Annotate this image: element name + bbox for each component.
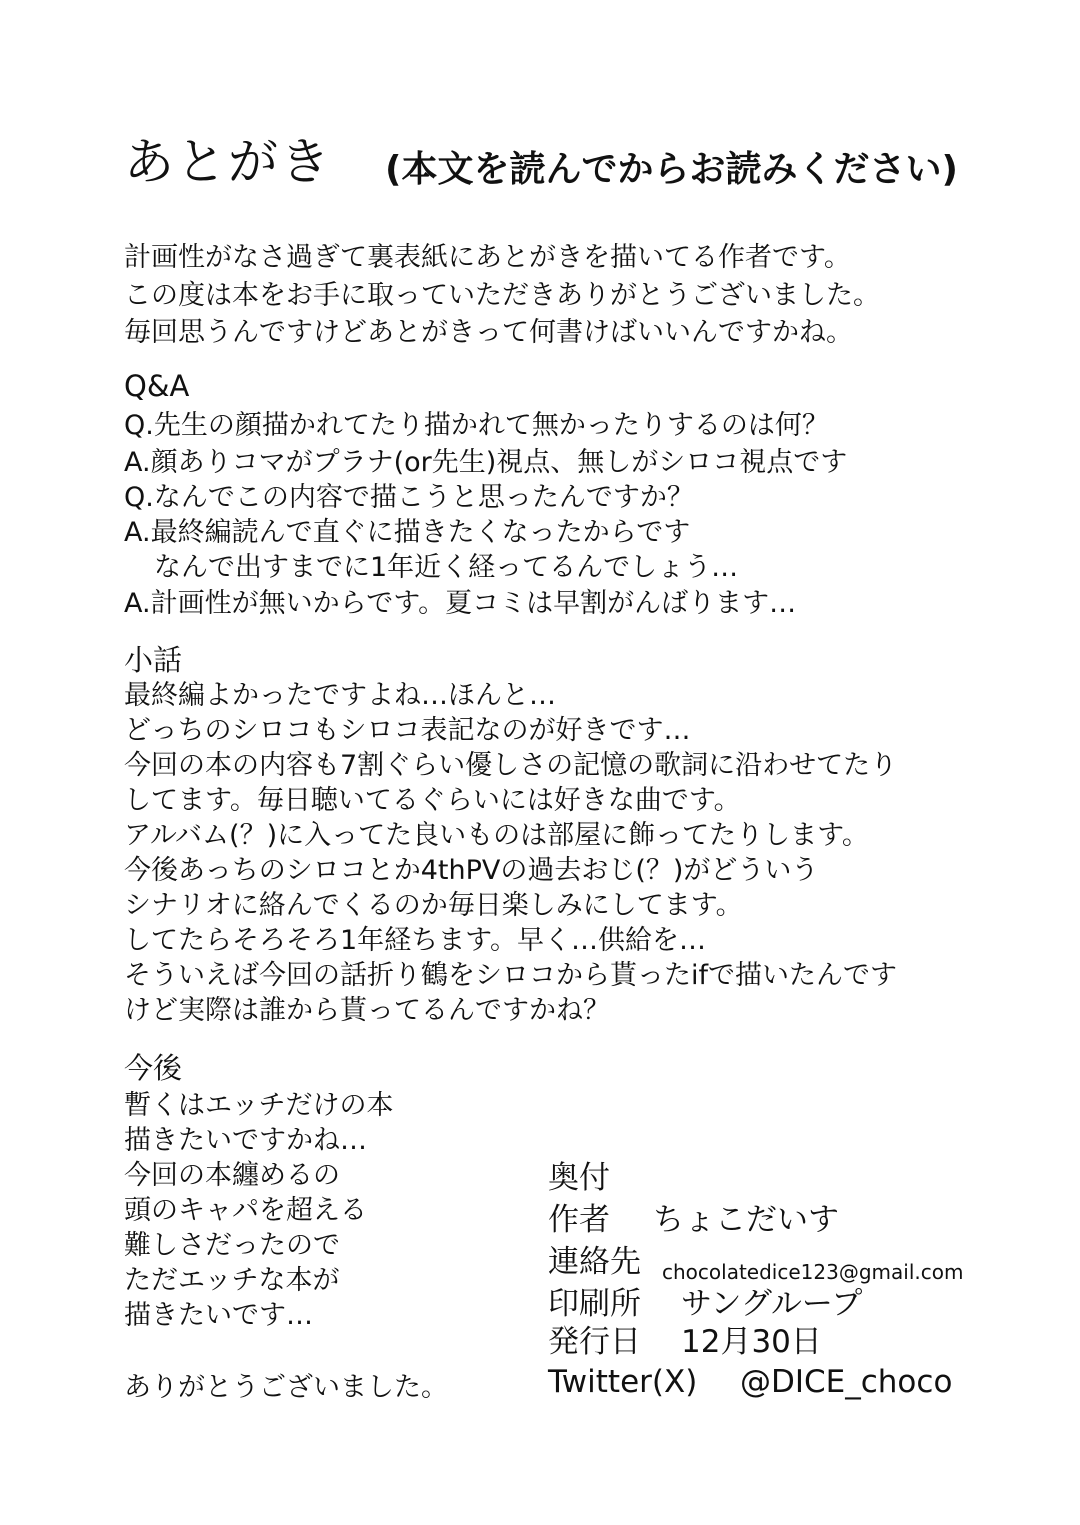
- printer-value: サングループ: [681, 1286, 863, 1322]
- future-line: 描きたいですかね…: [124, 1125, 367, 1156]
- colophon-contact-row: [548, 1242, 968, 1282]
- qa-line: A.最終編読んで直ぐに描きたくなったからです: [124, 517, 691, 548]
- qa-line: Q.なんでこの内容で描こうと思ったんですか？: [124, 482, 694, 513]
- future-heading: 今後: [124, 1051, 183, 1085]
- colophon-date-row: [548, 1322, 968, 1362]
- qa-line: A.顔ありコマがプラナ(or先生)視点、無しがシロコ視点です: [124, 447, 848, 478]
- talk-line: アルバム(？)に入ってた良いものは部屋に飾ってたりします。: [124, 820, 869, 851]
- qa-line: なんで出すまでに1年近く経ってるんでしょう…: [154, 552, 739, 583]
- qa-line: A.計画性が無いからです。夏コミは早割がんばります…: [124, 588, 797, 619]
- contact-email: chocolatedice123@gmail.com: [662, 1260, 964, 1284]
- talk-line: そういえば今回の話折り鶴をシロコから貰ったifで描いたんです: [124, 960, 898, 991]
- future-line: 頭のキャパを超える: [124, 1195, 367, 1226]
- author-value: ちょこだいす: [653, 1202, 839, 1238]
- page-subtitle: (本文を読んでからお読みください): [385, 149, 958, 190]
- colophon-printer-row: [548, 1284, 968, 1324]
- talk-line: 今回の本の内容も7割ぐらい優しさの記憶の歌詞に沿わせてたり: [124, 750, 898, 781]
- talk-line: シナリオに絡んでくるのか毎日楽しみにしてます。: [124, 890, 743, 921]
- author-label: 作者: [548, 1202, 610, 1238]
- future-line: 難しさだったので: [124, 1230, 340, 1261]
- colophon-heading: 奥付: [548, 1160, 610, 1196]
- twitter-label: Twitter(X): [548, 1364, 698, 1400]
- future-line: 暫くはエッチだけの本: [124, 1090, 394, 1121]
- closing-line: ありがとうございました。: [124, 1372, 448, 1403]
- qa-line: Q.先生の顔描かれてたり描かれて無かったりするのは何？: [124, 410, 829, 441]
- future-line: 今回の本纏めるの: [124, 1160, 340, 1191]
- talk-line: 最終編よかったですよね…ほんと…: [124, 680, 556, 711]
- date-value: 12月30日: [681, 1324, 822, 1360]
- twitter-handle: @DICE_choco: [740, 1364, 953, 1400]
- future-line: ただエッチな本が: [124, 1265, 340, 1296]
- colophon-twitter-row: [548, 1362, 968, 1402]
- talk-line: してます。毎日聴いてるぐらいには好きな曲です。: [124, 785, 741, 816]
- qa-heading: Q&A: [124, 369, 190, 403]
- contact-label: 連絡先: [548, 1244, 641, 1280]
- talk-line: 今後あっちのシロコとか4thPVの過去おじ(？)がどういう: [124, 855, 819, 886]
- talk-heading: 小話: [124, 643, 183, 677]
- intro-line: この度は本をお手に取っていただきありがとうございました。: [124, 280, 880, 311]
- printer-label: 印刷所: [548, 1286, 641, 1322]
- talk-line: どっちのシロコもシロコ表記なのが好きです…: [124, 715, 691, 746]
- date-label: 発行日: [548, 1324, 641, 1360]
- colophon-author-row: [548, 1200, 968, 1240]
- future-line: 描きたいです…: [124, 1300, 313, 1331]
- page-title: あとがき: [124, 133, 332, 191]
- intro-line: 毎回思うんですけどあとがきって何書けばいいんですかね。: [124, 317, 853, 348]
- talk-line: してたらそろそろ1年経ちます。早く…供給を…: [124, 925, 707, 956]
- intro-line: 計画性がなさ過ぎて裏表紙にあとがきを描いてる作者です。: [124, 242, 851, 273]
- talk-line: けど実際は誰から貰ってるんですかね？: [124, 995, 610, 1026]
